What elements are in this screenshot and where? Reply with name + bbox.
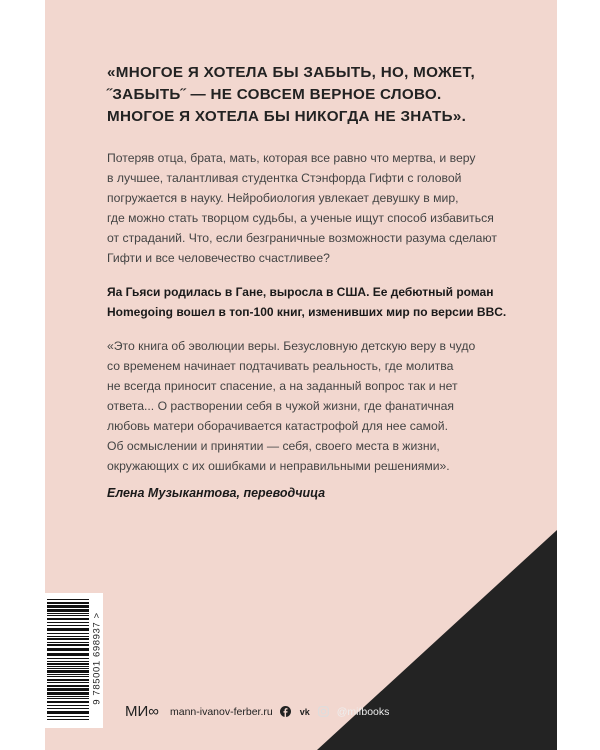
text-line: «Это книга об эволюции веры. Безусловную детскую веру в чудо [107, 339, 476, 353]
text-line: погружается в науку. Нейробиология увлекает девушку в мир, [107, 191, 459, 205]
barcode-bar [47, 653, 89, 656]
publisher-footer [125, 703, 389, 720]
barcode-bar [47, 625, 89, 626]
text-line: ответа... О растворении себя в чужой жизни, где фанатичная [107, 399, 454, 413]
review [107, 336, 547, 476]
barcode-bar [47, 628, 89, 631]
author-bio [107, 282, 547, 322]
barcode-bar [47, 648, 89, 651]
barcode-bar [47, 633, 89, 634]
barcode-bar [47, 719, 89, 720]
social-handle[interactable]: @mifbooks [336, 705, 390, 718]
barcode-bar [47, 668, 89, 669]
website-link[interactable]: mann-ivanov-ferber.ru [169, 705, 273, 718]
barcode-bar [47, 716, 89, 717]
barcode-bar [47, 692, 89, 695]
text-line: любовь матери оборачивается катастрофой для нее самой. [107, 419, 448, 433]
barcode-bar [47, 666, 89, 667]
text-line: где можно стать творцом судьбы, а ученые ищут способ избавиться [107, 211, 494, 225]
barcode-bar [47, 636, 89, 637]
text-line: Homegoing вошел в топ-100 книг, изменивших мир по версии BBC. [107, 305, 507, 319]
barcode-bar [47, 696, 89, 697]
text-line: Гифти и все человечество счастливее? [107, 251, 330, 265]
facebook-icon[interactable] [280, 706, 292, 718]
headline-line: МНОГОЕ Я ХОТЕЛА БЫ НИКОГДА НЕ ЗНАТЬ». [107, 108, 467, 125]
barcode-bar [47, 605, 89, 608]
text-line: со временем начинает подтачивать реальность, где молитва [107, 359, 454, 373]
headline-line: «МНОГОЕ Я ХОТЕЛА БЫ ЗАБЫТЬ, НО, МОЖЕТ, [107, 64, 476, 81]
barcode-bar [47, 618, 89, 620]
text-line: от страданий. Что, если безграничные возможности разума сделают [107, 231, 497, 245]
instagram-icon[interactable] [318, 706, 330, 718]
description [107, 148, 547, 268]
barcode-bar [47, 602, 89, 604]
text-line: не всегда приносит спасение, а на заданный вопрос так и нет [107, 379, 458, 393]
text-line: в лучшее, талантливая студентка Стэнфорда Гифти с головой [107, 171, 462, 185]
barcode-bar [47, 609, 89, 612]
barcode-number: 9 785001 698937 > [91, 612, 103, 705]
book-back-cover [45, 0, 557, 750]
barcode-bar [47, 676, 89, 677]
barcode-bar [47, 661, 89, 662]
barcode-bar [47, 711, 89, 714]
publisher-logo: МИ∞ [125, 703, 159, 720]
barcode-bar [47, 682, 89, 683]
barcode-bar [47, 663, 89, 665]
barcode-bar [47, 642, 89, 643]
barcode-bar [47, 670, 89, 673]
vk-icon[interactable]: vk [299, 706, 310, 717]
barcode-bar [47, 613, 89, 614]
barcode-bar [47, 638, 89, 640]
barcode-bar [47, 701, 89, 703]
barcode-bar [47, 698, 89, 699]
barcode-bar [47, 615, 89, 616]
barcode-bar [47, 679, 89, 681]
barcode-bar [47, 688, 89, 691]
text-line: Потеряв отца, брата, мать, которая все равно что мертва, и веру [107, 151, 476, 165]
barcode-bar [47, 705, 89, 706]
barcode-bar [47, 599, 89, 600]
headline-quote [107, 62, 547, 128]
text-line: Об осмыслении и принятии — себя, своего места в жизни, [107, 439, 440, 453]
barcode-bar [47, 685, 89, 687]
barcode-bar [47, 644, 89, 646]
cover-text [107, 62, 547, 502]
barcode-bar [47, 622, 89, 623]
barcode-bar [47, 658, 89, 659]
barcode [45, 593, 103, 728]
barcode-bars [45, 597, 91, 725]
barcode-bar [47, 674, 89, 675]
text-line: окружающих с их ошибками и неправильными решениями». [107, 459, 450, 473]
reviewer: Елена Музыкантова, переводчица [107, 486, 326, 500]
text-line: Яа Гьяси родилась в Гане, выросла в США. Ее дебютный роман [107, 285, 494, 299]
headline-line: ˝ЗАБЫТЬ˝ — НЕ СОВСЕМ ВЕРНОЕ СЛОВО. [107, 86, 442, 103]
barcode-bar [47, 708, 89, 709]
